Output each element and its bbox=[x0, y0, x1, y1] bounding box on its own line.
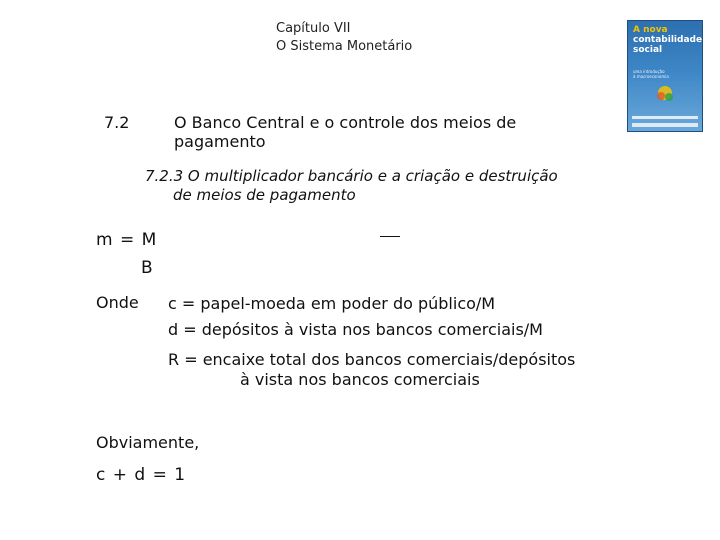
formula-fraction-mark bbox=[380, 236, 400, 237]
book-cover-author-bar bbox=[632, 116, 698, 119]
book-cover-title: A nova contabilidade social bbox=[633, 25, 703, 55]
chapter-title: Capítulo VII bbox=[276, 21, 351, 36]
definition-r-line2: à vista nos bancos comerciais bbox=[240, 370, 480, 389]
section-title-line1: O Banco Central e o controle dos meios de bbox=[174, 113, 517, 132]
definition-r bbox=[168, 350, 575, 390]
section-title-line2: pagamento bbox=[174, 132, 266, 151]
book-cover-publisher-bar bbox=[632, 123, 698, 127]
book-cover-image bbox=[627, 20, 703, 132]
definitions-label: Onde bbox=[96, 293, 139, 312]
subsection-heading bbox=[145, 167, 558, 205]
conclusion-text: Obviamente, bbox=[96, 433, 200, 452]
section-title bbox=[174, 113, 516, 151]
book-cover-subtitle: uma introdução à macroeconomia bbox=[633, 69, 669, 79]
chapter-header bbox=[276, 20, 412, 56]
section-number: 7.2 bbox=[104, 113, 130, 132]
book-cover-graphic bbox=[650, 83, 680, 105]
definition-c: c = papel-moeda em poder do público/M bbox=[168, 294, 496, 313]
chapter-subtitle: O Sistema Monetário bbox=[276, 39, 413, 54]
subsection-line1: 7.2.3 O multiplicador bancário e a criação e destruição bbox=[145, 167, 558, 185]
definition-r-line1: R = encaixe total dos bancos comerciais/depósitos bbox=[168, 350, 576, 369]
formula-denominator: B bbox=[141, 258, 153, 278]
formula-multiplier: m = M bbox=[96, 230, 158, 250]
definition-d: d = depósitos à vista nos bancos comerciais/M bbox=[168, 320, 543, 339]
identity-equation: c + d = 1 bbox=[96, 465, 187, 485]
subsection-line2: de meios de pagamento bbox=[173, 186, 356, 204]
